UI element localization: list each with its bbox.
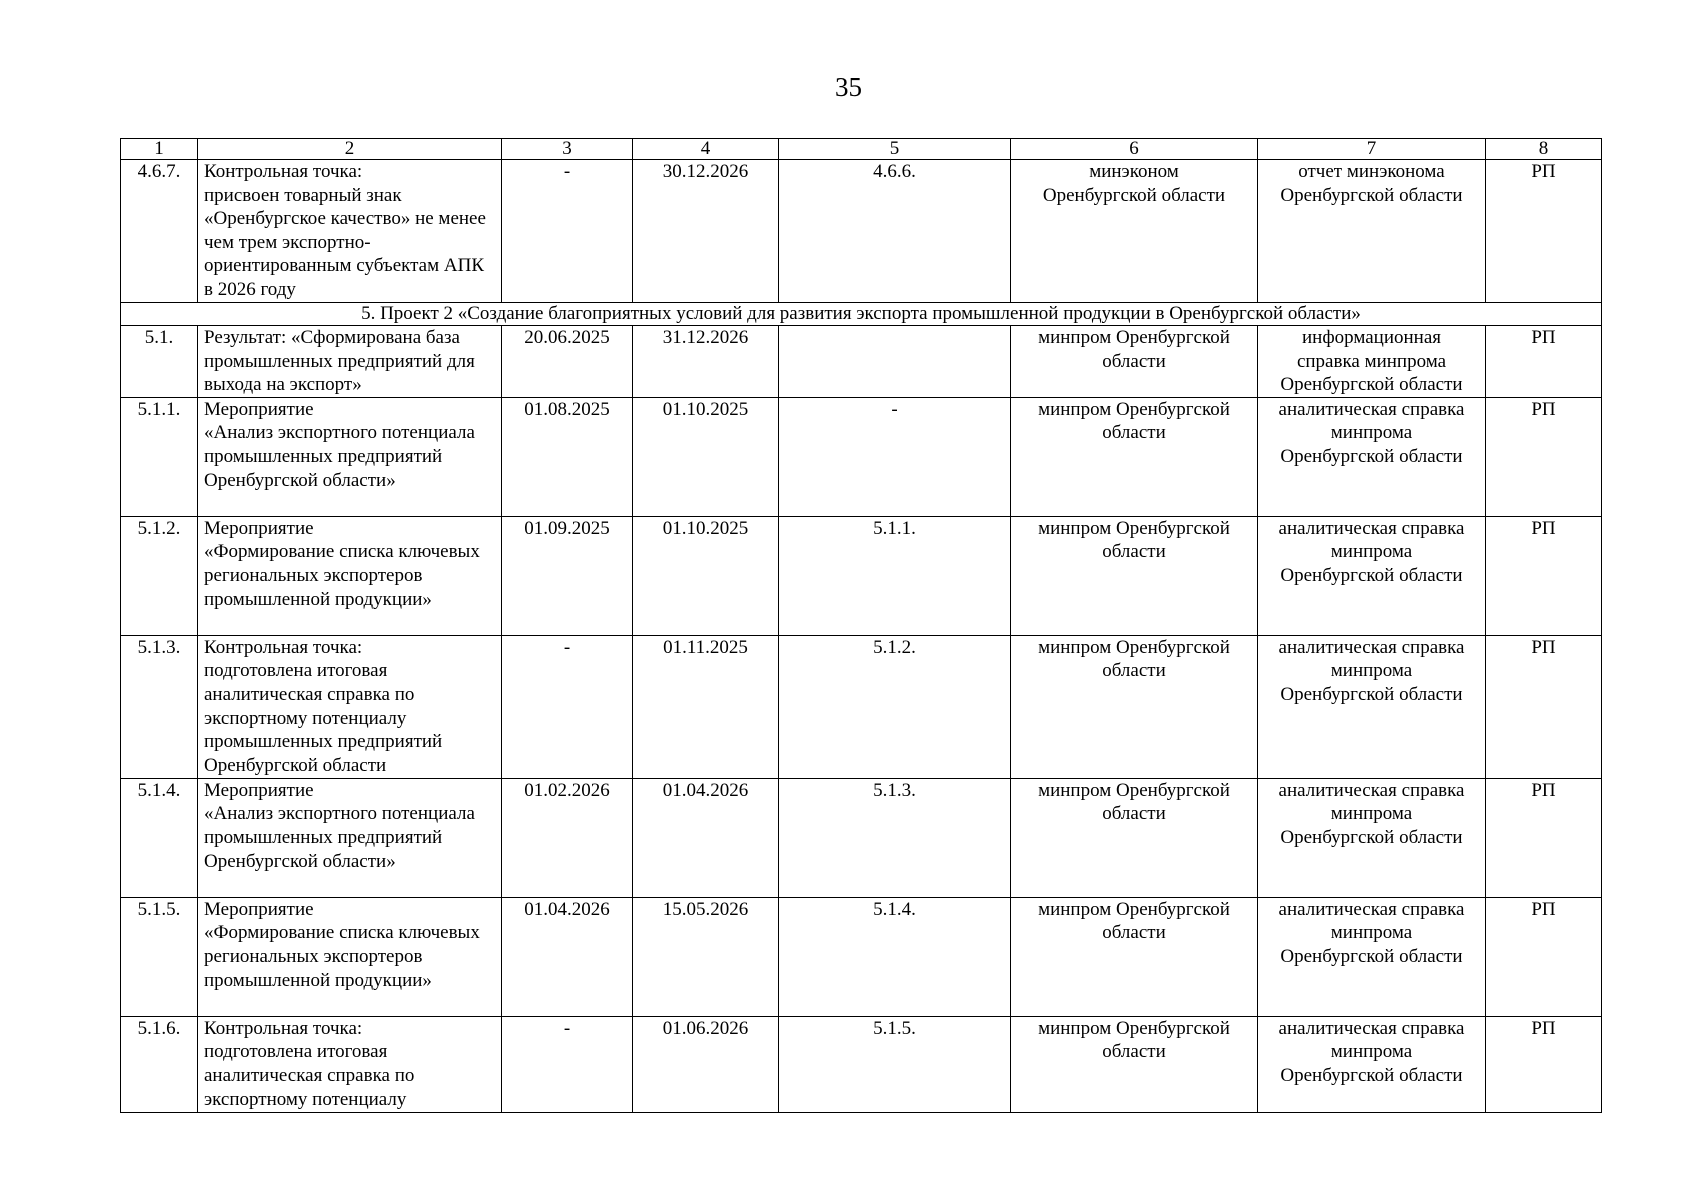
page-number: 35 <box>835 72 862 102</box>
end-date-cell: 15.05.2026 <box>633 897 779 1016</box>
document-cell: аналитическая справка минпрома Оренбургской области <box>1258 397 1486 516</box>
responsible-cell: минпром Оренбургской области <box>1011 778 1258 897</box>
responsible-cell: минпром Оренбургской области <box>1011 897 1258 1016</box>
item-name-cell: Мероприятие «Анализ экспортного потенциала промышленных предприятий Оренбургской области» <box>198 397 502 516</box>
predecessor-cell: 5.1.5. <box>779 1016 1011 1112</box>
start-date-cell: 20.06.2025 <box>502 326 633 398</box>
end-date-cell: 01.10.2025 <box>633 516 779 635</box>
responsible-cell: минэконом Оренбургской области <box>1011 160 1258 303</box>
document-cell: аналитическая справка минпрома Оренбургской области <box>1258 635 1486 778</box>
predecessor-cell: 5.1.4. <box>779 897 1011 1016</box>
level-cell: РП <box>1486 778 1602 897</box>
column-number-cell: 1 <box>121 139 198 160</box>
section-title: 5. Проект 2 «Создание благоприятных условий для развития экспорта промышленной продукции в Оренбургской области» <box>121 303 1602 326</box>
document-cell: информационная справка минпрома Оренбургской области <box>1258 326 1486 398</box>
start-date-cell: 01.02.2026 <box>502 778 633 897</box>
table-row <box>121 1016 1602 1112</box>
table-row <box>121 635 1602 778</box>
column-number-row <box>121 139 1602 160</box>
predecessor-cell: 5.1.3. <box>779 778 1011 897</box>
table-row <box>121 897 1602 1016</box>
start-date-cell: 01.08.2025 <box>502 397 633 516</box>
item-name-cell: Мероприятие «Формирование списка ключевых региональных экспортеров промышленной продукции» <box>198 897 502 1016</box>
item-name-cell: Контрольная точка: присвоен товарный знак «Оренбургское качество» не менее чем трем экспортно-ориентированным субъектам АПК в 2026 году <box>198 160 502 303</box>
responsible-cell: минпром Оренбургской области <box>1011 1016 1258 1112</box>
table-row <box>121 397 1602 516</box>
level-cell: РП <box>1486 326 1602 398</box>
end-date-cell: 30.12.2026 <box>633 160 779 303</box>
item-number-cell: 5.1.3. <box>121 635 198 778</box>
responsible-cell: минпром Оренбургской области <box>1011 516 1258 635</box>
predecessor-cell: - <box>779 397 1011 516</box>
item-number-cell: 5.1.6. <box>121 1016 198 1112</box>
start-date-cell: - <box>502 1016 633 1112</box>
end-date-cell: 31.12.2026 <box>633 326 779 398</box>
item-number-cell: 5.1. <box>121 326 198 398</box>
level-cell: РП <box>1486 160 1602 303</box>
predecessor-cell <box>779 326 1011 398</box>
item-name-cell: Результат: «Сформирована база промышленных предприятий для выхода на экспорт» <box>198 326 502 398</box>
document-cell: аналитическая справка минпрома Оренбургской области <box>1258 1016 1486 1112</box>
level-cell: РП <box>1486 635 1602 778</box>
column-number-cell: 2 <box>198 139 502 160</box>
item-name-cell: Контрольная точка: подготовлена итоговая аналитическая справка по экспортному потенциалу <box>198 1016 502 1112</box>
responsible-cell: минпром Оренбургской области <box>1011 397 1258 516</box>
table-row <box>121 516 1602 635</box>
predecessor-cell: 5.1.2. <box>779 635 1011 778</box>
item-name-cell: Мероприятие «Формирование списка ключевых региональных экспортеров промышленной продукции» <box>198 516 502 635</box>
end-date-cell: 01.11.2025 <box>633 635 779 778</box>
start-date-cell: - <box>502 160 633 303</box>
start-date-cell: 01.04.2026 <box>502 897 633 1016</box>
column-number-cell: 6 <box>1011 139 1258 160</box>
level-cell: РП <box>1486 897 1602 1016</box>
end-date-cell: 01.04.2026 <box>633 778 779 897</box>
item-name-cell: Мероприятие «Анализ экспортного потенциала промышленных предприятий Оренбургской области» <box>198 778 502 897</box>
column-number-cell: 5 <box>779 139 1011 160</box>
item-number-cell: 5.1.5. <box>121 897 198 1016</box>
item-name-cell: Контрольная точка: подготовлена итоговая аналитическая справка по экспортному потенциалу промышленных предприятий Оренбургской области <box>198 635 502 778</box>
section-row <box>121 303 1602 326</box>
table-row <box>121 326 1602 398</box>
document-cell: аналитическая справка минпрома Оренбургской области <box>1258 897 1486 1016</box>
document-cell: аналитическая справка минпрома Оренбургской области <box>1258 516 1486 635</box>
table-row <box>121 778 1602 897</box>
responsible-cell: минпром Оренбургской области <box>1011 635 1258 778</box>
level-cell: РП <box>1486 397 1602 516</box>
start-date-cell: - <box>502 635 633 778</box>
end-date-cell: 01.06.2026 <box>633 1016 779 1112</box>
column-number-cell: 4 <box>633 139 779 160</box>
document-cell: отчет минэконома Оренбургской области <box>1258 160 1486 303</box>
predecessor-cell: 5.1.1. <box>779 516 1011 635</box>
table-body <box>121 139 1602 1113</box>
item-number-cell: 5.1.1. <box>121 397 198 516</box>
end-date-cell: 01.10.2025 <box>633 397 779 516</box>
item-number-cell: 4.6.7. <box>121 160 198 303</box>
start-date-cell: 01.09.2025 <box>502 516 633 635</box>
item-number-cell: 5.1.4. <box>121 778 198 897</box>
responsible-cell: минпром Оренбургской области <box>1011 326 1258 398</box>
predecessor-cell: 4.6.6. <box>779 160 1011 303</box>
document-cell: аналитическая справка минпрома Оренбургской области <box>1258 778 1486 897</box>
column-number-cell: 3 <box>502 139 633 160</box>
level-cell: РП <box>1486 516 1602 635</box>
column-number-cell: 7 <box>1258 139 1486 160</box>
plan-table <box>120 138 1602 1113</box>
level-cell: РП <box>1486 1016 1602 1112</box>
item-number-cell: 5.1.2. <box>121 516 198 635</box>
table-row <box>121 160 1602 303</box>
column-number-cell: 8 <box>1486 139 1602 160</box>
